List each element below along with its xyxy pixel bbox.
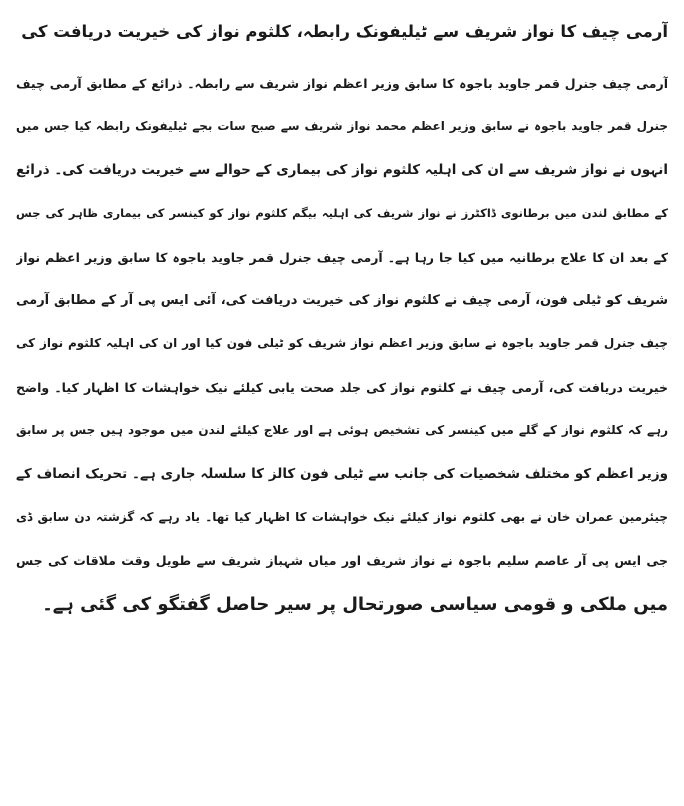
article-line: چیف جنرل قمر جاوید باجوہ نے سابق وزیر اعظم نواز شریف کو ٹیلی فون کیا اور ان کی اہلیہ کلثوم نواز کی xyxy=(16,336,668,351)
article-line: کے مطابق لندن میں برطانوی ڈاکٹرز نے نواز شریف کی اہلیہ بیگم کلثوم نواز کو کینسر کی بیماری ظاہر کی جس xyxy=(16,206,668,221)
article-line: انہوں نے نواز شریف سے ان کی اہلیہ کلثوم نواز کی بیماری کے حوالے سے خیریت دریافت کی۔ ذرائع xyxy=(16,161,668,178)
article-line: جی ایس پی آر عاصم سلیم باجوہ نے نواز شریف اور میاں شہباز شریف سے طویل وقت ملاقات کی جس xyxy=(16,553,668,569)
article-line: چیئرمین عمران خان نے بھی کلثوم نواز کیلئے نیک خواہشات کا اظہار کیا تھا۔ یاد رہے کہ گزشتہ دن سابق ڈی xyxy=(16,509,668,524)
article-line: آرمی چیف جنرل قمر جاوید باجوہ کا سابق وزیر اعظم نواز شریف سے رابطہ۔ ذرائع کے مطابق آرمی چیف xyxy=(16,76,668,91)
article-line: خیریت دریافت کی، آرمی چیف نے کلثوم نواز کی جلد صحت یابی کیلئے نیک خواہشات کا اظہار کیا۔ واضح xyxy=(16,379,668,395)
article-line: شریف کو ٹیلی فون، آرمی چیف نے کلثوم نواز کی خیریت دریافت کی، آئی ایس پی آر کے مطابق آرمی xyxy=(16,292,668,308)
article-line: کے بعد ان کا علاج برطانیہ میں کیا جا رہا ہے۔ آرمی چیف جنرل قمر جاوید باجوہ کا سابق وزیر اعظم نواز xyxy=(16,249,668,265)
article-body xyxy=(16,62,668,626)
article-line: میں ملکی و قومی سیاسی صورتحال پر سیر حاصل گفتگو کی گئی ہے۔ xyxy=(42,593,668,615)
article-headline: آرمی چیف کا نواز شریف سے ٹیلیفونک رابطہ، کلثوم نواز کی خیریت دریافت کی xyxy=(21,22,668,41)
article-line: رہے کہ کلثوم نواز کے گلے میں کینسر کی تشخیص ہوئی ہے اور علاج کیلئے لندن میں موجود ہیں جس پر سابق xyxy=(16,423,668,438)
article-line: وزیر اعظم کو مختلف شخصیات کی جانب سے ٹیلی فون کالز کا سلسلہ جاری ہے۔ تحریک انصاف کے xyxy=(16,465,668,482)
article-line: جنرل قمر جاوید باجوہ نے سابق وزیر اعظم محمد نواز شریف سے صبح سات بجے ٹیلیفونک رابطہ کیا جس میں xyxy=(16,119,668,134)
